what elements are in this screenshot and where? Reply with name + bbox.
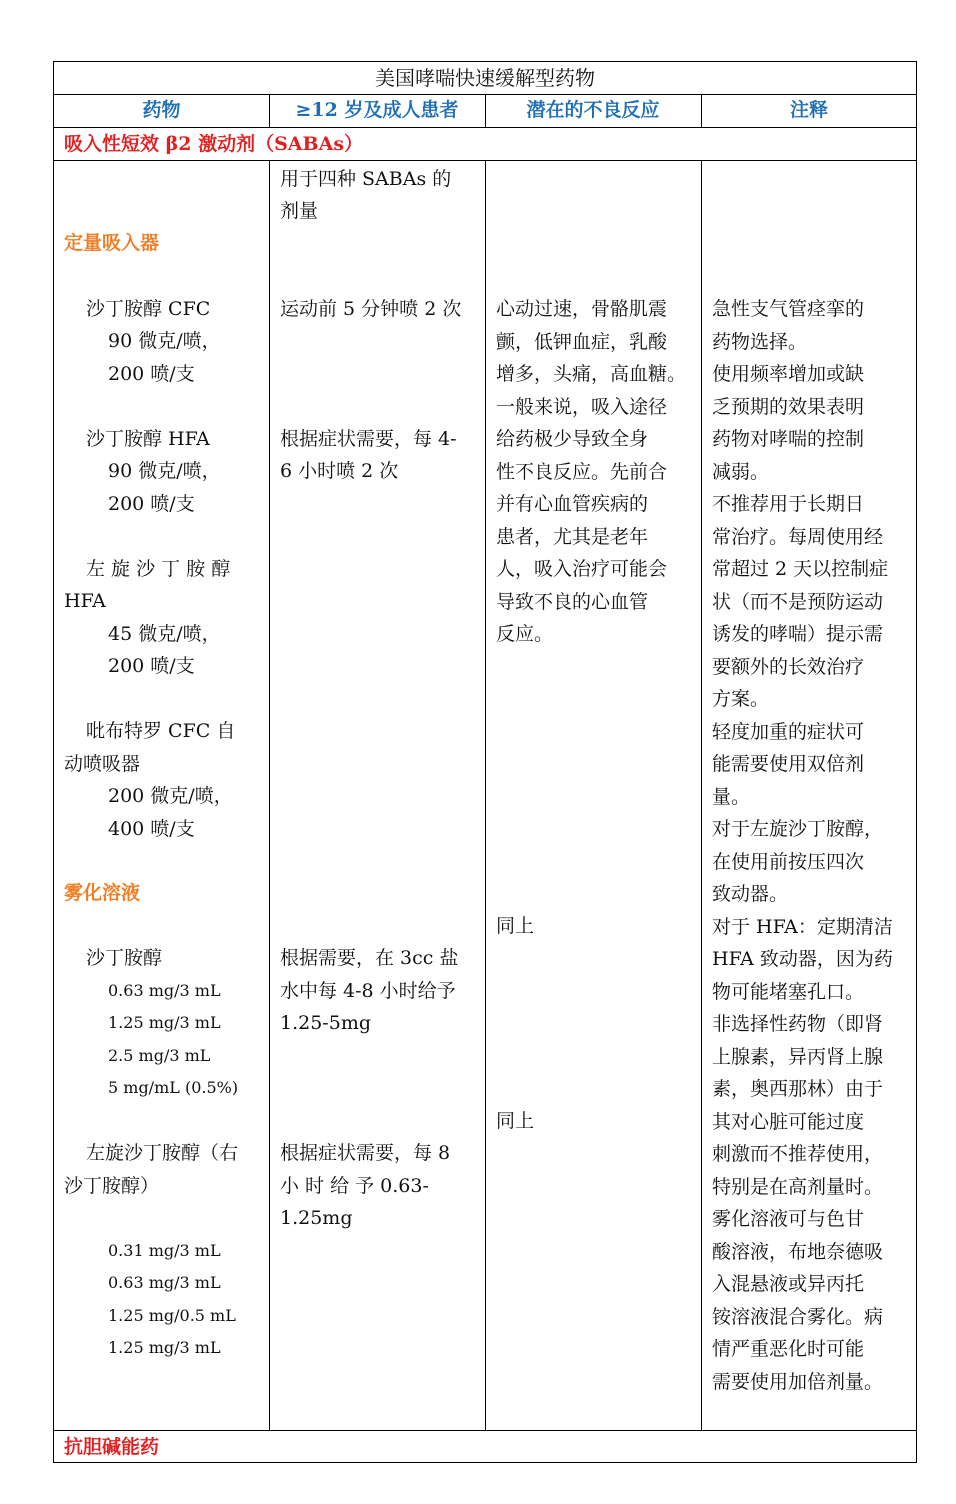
notes-line: 方案。 xyxy=(712,688,770,710)
notes-line: 特别是在高剂量时。 xyxy=(712,1175,884,1198)
same-as-above: 同上 xyxy=(496,915,535,937)
notes-line: 上腺素，异丙肾上腺 xyxy=(712,1045,884,1068)
notes-line: 其对心脏可能过度 xyxy=(712,1110,865,1133)
notes-line: 物可能堵塞孔口。 xyxy=(712,980,865,1003)
notes-line: 诱发的哮喘）提示需 xyxy=(712,623,884,645)
drug-strength: 0.63 mg/3 mL xyxy=(108,1273,221,1292)
notes-line: 铵溶液混合雾化。病 xyxy=(712,1305,884,1328)
adverse-effects-line: 心动过速，骨骼肌震 xyxy=(496,298,668,320)
drug-strength: 1.25 mg/3 mL xyxy=(108,1338,221,1357)
header-drug: 药物 xyxy=(142,99,181,121)
notes-line: 对于 HFA：定期清洁 xyxy=(712,915,893,938)
notes-line: 非选择性药物（即肾 xyxy=(712,1013,884,1035)
dose-text: 运动前 5 分钟喷 2 次 xyxy=(280,298,462,320)
notes-line: 雾化溶液可与色甘 xyxy=(712,1208,865,1230)
dose-text: 根据症状需要，每 8 xyxy=(280,1142,451,1164)
header-adverse: 潜在的不良反应 xyxy=(526,99,660,121)
divider xyxy=(54,1430,916,1431)
dose-text: 6 小时喷 2 次 xyxy=(280,460,399,482)
notes-line: 要额外的长效治疗 xyxy=(712,655,865,678)
drug-strength: 45 微克/喷， xyxy=(108,623,221,645)
neb-heading: 雾化溶液 xyxy=(64,882,141,904)
notes-line: 药物选择。 xyxy=(712,330,808,353)
adverse-effects-line: 反应。 xyxy=(496,623,554,645)
dose-text: 根据需要，在 3cc 盐 xyxy=(280,947,459,969)
drug-strength: 90 微克/喷， xyxy=(108,330,221,352)
drug-strength: 5 mg/mL (0.5%) xyxy=(108,1078,239,1097)
notes xyxy=(712,293,910,1398)
notes-line: 致动器。 xyxy=(712,883,789,905)
notes-line: 酸溶液，布地奈德吸 xyxy=(712,1240,884,1263)
divider xyxy=(269,160,270,1430)
drug-name: 吡布特罗 CFC 自 xyxy=(86,720,236,742)
notes-line: 状（而不是预防运动 xyxy=(712,590,884,613)
drug-name: 沙丁胺醇 xyxy=(86,947,163,969)
notes-line: 对于左旋沙丁胺醇， xyxy=(712,818,884,840)
notes-line: 刺激而不推荐使用， xyxy=(712,1143,884,1165)
dose-text: 根据症状需要，每 4- xyxy=(280,428,457,450)
notes-line: 减弱。 xyxy=(712,460,770,483)
notes-line: 量。 xyxy=(712,785,751,808)
drug-name: 沙丁胺醇 HFA xyxy=(86,428,210,450)
notes-line: 药物对哮喘的控制 xyxy=(712,428,865,450)
drug-strength: 1.25 mg/0.5 mL xyxy=(108,1306,236,1325)
notes-line: 在使用前按压四次 xyxy=(712,850,865,873)
notes-line: 不推荐用于长期日 xyxy=(712,493,865,515)
dose-text: 1.25mg xyxy=(280,1207,353,1229)
adverse-effects-line: 给药极少导致全身 xyxy=(496,428,649,450)
notes-line: 急性支气管痉挛的 xyxy=(712,298,865,320)
adverse-effects-line: 增多，头痛，高血糖。 xyxy=(496,363,687,385)
notes-line: 轻度加重的症状可 xyxy=(712,720,865,743)
drug-strength: 0.63 mg/3 mL xyxy=(108,981,221,1000)
drug-package: 200 喷/支 xyxy=(108,363,195,385)
notes-line: 常超过 2 天以控制症 xyxy=(712,558,889,580)
dose-text: 1.25-5mg xyxy=(280,1012,371,1034)
notes-line: 能需要使用双倍剂 xyxy=(712,753,865,775)
notes-line: HFA 致动器，因为药 xyxy=(712,948,893,970)
drug-strength: 200 微克/喷， xyxy=(108,785,233,807)
notes-line: 使用频率增加或缺 xyxy=(712,363,865,385)
drug-table xyxy=(53,61,917,1463)
adverse-effects-line: 并有心血管疾病的 xyxy=(496,493,649,515)
notes-line: 需要使用加倍剂量。 xyxy=(712,1370,884,1393)
drug-strength: 1.25 mg/3 mL xyxy=(108,1013,221,1032)
drug-package: 200 喷/支 xyxy=(108,655,195,677)
adverse-effects-line: 颤，低钾血症，乳酸 xyxy=(496,330,668,353)
drug-name-cont: 沙丁胺醇） xyxy=(64,1175,160,1197)
table-title: 美国哮喘快速缓解型药物 xyxy=(375,66,595,90)
section-saba: 吸入性短效 β2 激动剂（SABAs） xyxy=(64,133,364,155)
drug-package: 400 喷/支 xyxy=(108,818,195,840)
drug-package: 200 喷/支 xyxy=(108,493,195,515)
drug-strength: 90 微克/喷， xyxy=(108,460,221,482)
drug-strength: 0.31 mg/3 mL xyxy=(108,1241,221,1260)
same-as-above: 同上 xyxy=(496,1110,535,1132)
adverse-effects-line: 性不良反应。先前合 xyxy=(496,460,668,483)
dose-text: 小 时 给 予 0.63- xyxy=(280,1175,429,1197)
divider xyxy=(485,160,486,1430)
notes-line: 素，奥西那林）由于 xyxy=(712,1078,884,1100)
dose-text: 用于四种 SABAs 的 xyxy=(280,168,452,190)
dose-text: 水中每 4-8 小时给予 xyxy=(280,980,456,1002)
drug-name: 左 旋 沙 丁 胺 醇 xyxy=(86,558,231,580)
adverse-effects-line: 患者，尤其是老年 xyxy=(496,525,649,548)
notes-line: 入混悬液或异丙托 xyxy=(712,1273,865,1295)
notes-line: 乏预期的效果表明 xyxy=(712,395,865,418)
adverse-effects-line: 人，吸入治疗可能会 xyxy=(496,558,668,580)
adverse-effects-line: 一般来说，吸入途径 xyxy=(496,395,668,418)
mdi-heading: 定量吸入器 xyxy=(64,232,160,254)
section-anticholinergic: 抗胆碱能药 xyxy=(64,1436,160,1458)
notes-line: 情严重恶化时可能 xyxy=(712,1338,865,1360)
adverse-effects-line: 导致不良的心血管 xyxy=(496,590,649,613)
drug-strength: 2.5 mg/3 mL xyxy=(108,1046,211,1065)
drug-name-cont: 动喷吸器 xyxy=(64,753,141,775)
adverse-effects xyxy=(496,293,694,651)
header-dose: ≥12 岁及成人患者 xyxy=(295,99,459,121)
notes-line: 常治疗。每周使用经 xyxy=(712,525,884,548)
dose-text: 剂量 xyxy=(280,200,319,222)
drug-name: 左旋沙丁胺醇（右 xyxy=(86,1142,239,1164)
drug-name-cont: HFA xyxy=(64,590,106,612)
drug-name: 沙丁胺醇 CFC xyxy=(86,298,211,320)
divider xyxy=(701,160,702,1430)
header-notes: 注释 xyxy=(789,99,828,121)
